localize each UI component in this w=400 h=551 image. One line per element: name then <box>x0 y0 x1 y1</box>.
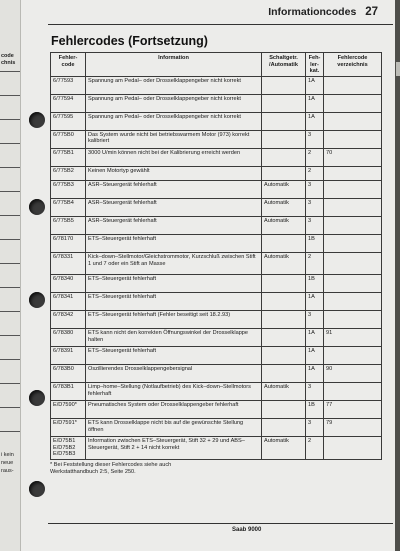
table-row <box>51 365 382 383</box>
cell-info: ASR–Steuergerät fehlerhaft <box>86 217 262 235</box>
index-tab <box>396 62 400 76</box>
cell-code: 6/78391 <box>51 347 86 365</box>
cell-transmission <box>262 112 306 130</box>
cell-reference <box>324 253 382 275</box>
page-title: Fehlercodes (Fortsetzung) <box>51 34 208 48</box>
cell-code: 6/78342 <box>51 311 86 329</box>
cell-category: 3 <box>306 311 324 329</box>
cell-category: 3 <box>306 383 324 401</box>
prev-page-header-fragment: chnis <box>1 60 16 66</box>
cell-reference <box>324 293 382 311</box>
table-row <box>51 401 382 419</box>
cell-category: 1A <box>306 365 324 383</box>
footnote: * Bei Feststellung dieser Fehlercodes siehe auch Werkstatthandbuch 2:5, Seite 250. <box>50 462 172 475</box>
cell-code: 6/775B3 <box>51 181 86 199</box>
cell-category: 2 <box>306 166 324 181</box>
cell-transmission <box>262 130 306 148</box>
cell-info: ETS–Steuergerät fehlerhaft (Fehler beseitigt seit 18.2.93) <box>86 311 262 329</box>
cell-code: 6/783B1 <box>51 383 86 401</box>
cell-transmission <box>262 166 306 181</box>
table-row <box>51 253 382 275</box>
running-header <box>268 6 378 18</box>
page-number: 27 <box>365 6 378 18</box>
cell-transmission: Automatik <box>262 253 306 275</box>
cell-transmission <box>262 311 306 329</box>
table-row <box>51 347 382 365</box>
footer-rule <box>48 523 393 524</box>
cell-info: ASR–Steuergerät fehlerhaft <box>86 181 262 199</box>
table-row <box>51 437 382 460</box>
cell-reference: 70 <box>324 148 382 166</box>
cell-info: Pneumatisches System oder Drosselklappengeber fehlerhaft <box>86 401 262 419</box>
cell-info: Limp–home–Stellung (Notlaufbetrieb) des Kick–down–Stellmotors fehlerhaft <box>86 383 262 401</box>
header-rule <box>48 24 393 25</box>
cell-category: 3 <box>306 217 324 235</box>
cell-reference <box>324 217 382 235</box>
binder-hole <box>29 292 45 308</box>
cell-category: 1A <box>306 112 324 130</box>
table-row <box>51 112 382 130</box>
cell-reference <box>324 311 382 329</box>
cell-category: 2 <box>306 148 324 166</box>
cell-reference <box>324 181 382 199</box>
cell-category: 1A <box>306 293 324 311</box>
header-code: Fehler- code <box>51 53 86 77</box>
cell-info: ETS–Steuergerät fehlerhaft <box>86 235 262 253</box>
cell-category: 1B <box>306 235 324 253</box>
prev-page-header-fragment: code <box>1 53 14 59</box>
cell-code: 6/78341 <box>51 293 86 311</box>
cell-code: 6/775B1 <box>51 148 86 166</box>
previous-page-edge <box>0 0 21 551</box>
table-row <box>51 181 382 199</box>
cell-info: Oszillierendes Drosselklappengebersignal <box>86 365 262 383</box>
cell-code: 6/78170 <box>51 235 86 253</box>
table-row <box>51 166 382 181</box>
prev-page-text-fragment: neue <box>1 460 14 466</box>
cell-reference: 90 <box>324 365 382 383</box>
table-row <box>51 199 382 217</box>
cell-reference: 77 <box>324 401 382 419</box>
footer-brand: Saab 9000 <box>232 527 262 533</box>
table-row <box>51 293 382 311</box>
cell-reference: 79 <box>324 419 382 437</box>
header-information: Information <box>86 53 262 77</box>
table-row <box>51 383 382 401</box>
binder-hole <box>29 199 45 215</box>
cell-category: 1B <box>306 401 324 419</box>
cell-category: 1A <box>306 347 324 365</box>
cell-transmission <box>262 401 306 419</box>
cell-category: 1A <box>306 329 324 347</box>
cell-code: E/D7590* <box>51 401 86 419</box>
cell-info: Kick–down–Stellmotor/Gleichstrommotor, Kurzschluß zwischen Stift 1 und 7 oder ein Stift an Masse <box>86 253 262 275</box>
cell-transmission <box>262 419 306 437</box>
cell-info: ETS–Steuergerät fehlerhaft <box>86 275 262 293</box>
cell-transmission: Automatik <box>262 383 306 401</box>
cell-info: Das System wurde nicht bei betriebswarmem Motor (973) korrekt kalibriert <box>86 130 262 148</box>
cell-category: 1A <box>306 76 324 94</box>
cell-transmission: Automatik <box>262 217 306 235</box>
header-transmission: Schaltgetr. /Automatik <box>262 53 306 77</box>
cell-transmission <box>262 275 306 293</box>
cell-info: ASR–Steuergerät fehlerhaft <box>86 199 262 217</box>
cell-transmission <box>262 293 306 311</box>
cell-code: 6/78380 <box>51 329 86 347</box>
table-row <box>51 94 382 112</box>
cell-transmission <box>262 365 306 383</box>
cell-code: 6/78340 <box>51 275 86 293</box>
table-row <box>51 235 382 253</box>
table-row <box>51 217 382 235</box>
cell-code: 6/77594 <box>51 94 86 112</box>
cell-code: 6/77593 <box>51 76 86 94</box>
table-row <box>51 329 382 347</box>
cell-transmission <box>262 235 306 253</box>
binder-edge <box>395 0 400 551</box>
binder-hole <box>29 112 45 128</box>
header-reference: Fehlercode verzeichnis <box>324 53 382 77</box>
cell-reference <box>324 166 382 181</box>
binder-hole <box>29 481 45 497</box>
cell-category: 1B <box>306 275 324 293</box>
cell-code: 6/78331 <box>51 253 86 275</box>
cell-reference <box>324 130 382 148</box>
table-row <box>51 275 382 293</box>
cell-category: 3 <box>306 419 324 437</box>
cell-transmission: Automatik <box>262 181 306 199</box>
cell-info: ETS kann Drosselklappe nicht bis auf die gewünschte Stellung öffnen <box>86 419 262 437</box>
cell-code: 6/775B5 <box>51 217 86 235</box>
cell-reference <box>324 347 382 365</box>
binder-hole <box>29 390 45 406</box>
cell-category: 3 <box>306 199 324 217</box>
cell-info: 3000 U/min können nicht bei der Kalibrierung erreicht werden <box>86 148 262 166</box>
cell-info: ETS–Steuergerät fehlerhaft <box>86 347 262 365</box>
cell-reference <box>324 76 382 94</box>
prev-page-text-fragment: i kein <box>1 452 14 458</box>
cell-code: E/D7591* <box>51 419 86 437</box>
fault-code-table <box>50 52 382 460</box>
cell-category: 2 <box>306 253 324 275</box>
cell-transmission <box>262 76 306 94</box>
cell-reference <box>324 112 382 130</box>
cell-code: 6/775B2 <box>51 166 86 181</box>
cell-code: 6/783B0 <box>51 365 86 383</box>
table-row <box>51 419 382 437</box>
cell-info: Spannung am Pedal– oder Drosselklappengeber nicht korrekt <box>86 94 262 112</box>
cell-transmission: Automatik <box>262 199 306 217</box>
cell-info: Keinen Motortyp gewählt <box>86 166 262 181</box>
cell-info: ETS kann nicht den korrekten Öffnungswinkel der Drosselklappe halten <box>86 329 262 347</box>
cell-info: Information zwischen ETS–Steuergerät, Stift 32 + 29 und ABS–Steuergerät, Stift 2 + 14 nicht korrekt <box>86 437 262 460</box>
cell-info: Spannung am Pedal– oder Drosselklappengeber nicht korrekt <box>86 112 262 130</box>
cell-transmission <box>262 94 306 112</box>
cell-code: 6/775B0 <box>51 130 86 148</box>
cell-reference <box>324 94 382 112</box>
cell-category: 3 <box>306 181 324 199</box>
cell-transmission <box>262 329 306 347</box>
cell-info: Spannung am Pedal– oder Drosselklappengeber nicht korrekt <box>86 76 262 94</box>
table-row <box>51 76 382 94</box>
cell-reference <box>324 275 382 293</box>
cell-category: 3 <box>306 130 324 148</box>
cell-code: E/D75B1 E/D75B2 E/D75B3 <box>51 437 86 460</box>
cell-code: 6/775B4 <box>51 199 86 217</box>
cell-category: 2 <box>306 437 324 460</box>
cell-category: 1A <box>306 94 324 112</box>
cell-reference <box>324 383 382 401</box>
table-row <box>51 148 382 166</box>
cell-transmission <box>262 148 306 166</box>
cell-transmission <box>262 347 306 365</box>
table-header-row <box>51 53 382 77</box>
cell-reference <box>324 437 382 460</box>
table-row <box>51 130 382 148</box>
table-row <box>51 311 382 329</box>
section-name: Informationcodes <box>268 6 357 18</box>
cell-info: ETS–Steuergerät fehlerhaft <box>86 293 262 311</box>
cell-reference <box>324 199 382 217</box>
cell-reference: 91 <box>324 329 382 347</box>
cell-code: 6/77595 <box>51 112 86 130</box>
cell-reference <box>324 235 382 253</box>
prev-page-text-fragment: raus- <box>1 468 14 474</box>
cell-transmission: Automatik <box>262 437 306 460</box>
header-fault-category: Feh- ler- kat. <box>306 53 324 77</box>
